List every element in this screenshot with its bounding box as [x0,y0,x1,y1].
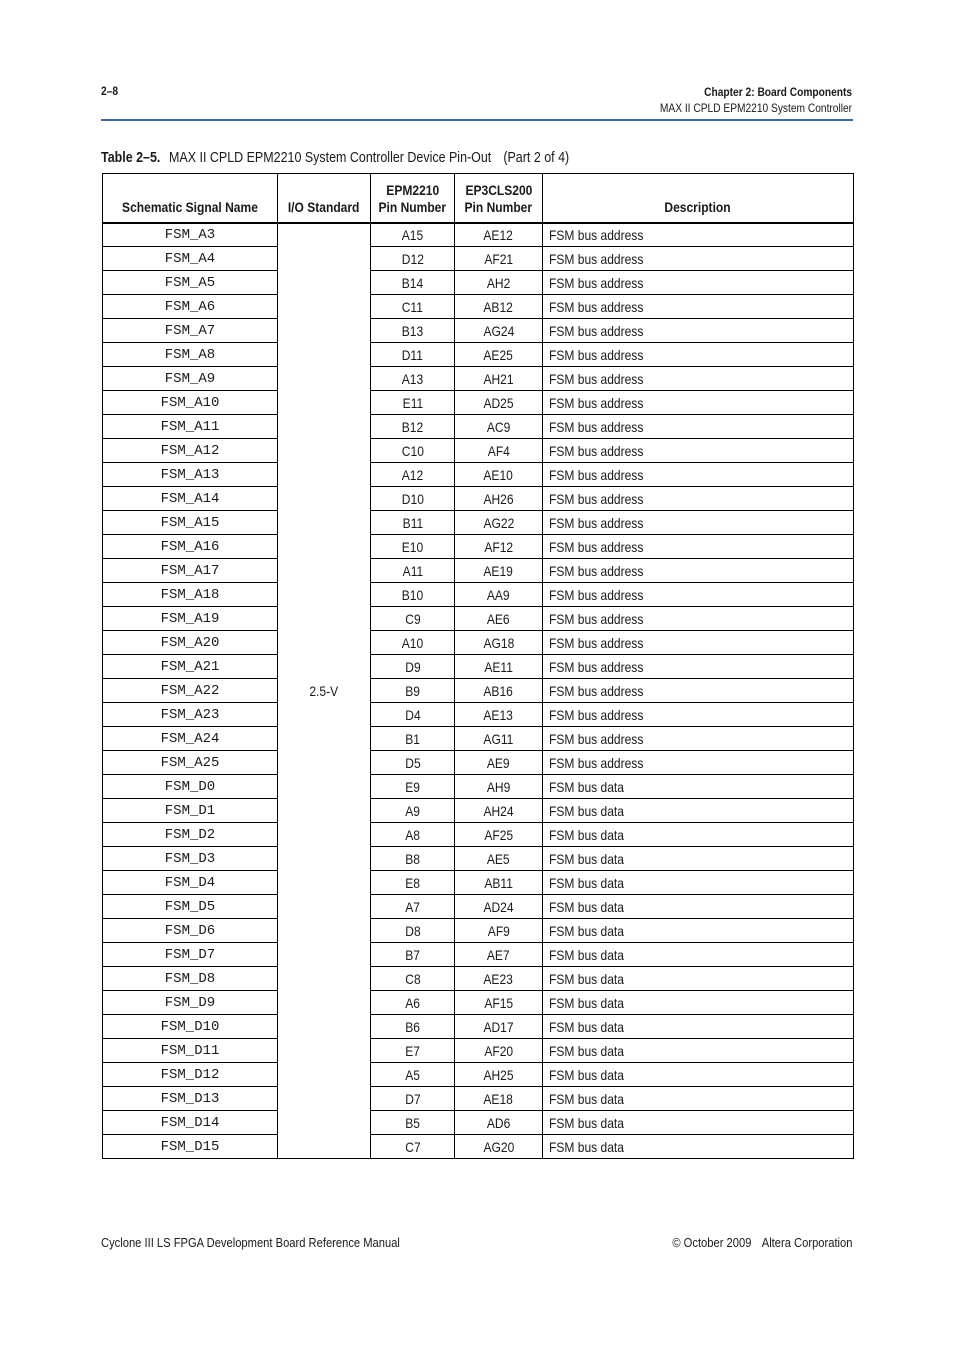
ep3cls200-pin-cell: AG22 [455,511,543,535]
epm2210-pin-cell: B7 [371,943,455,967]
description-cell: FSM bus address [543,655,854,679]
epm2210-pin-cell: A6 [371,991,455,1015]
footer-company: Altera Corporation [761,1235,852,1250]
table-row [103,1135,854,1159]
table-row [103,1111,854,1135]
description-cell: FSM bus data [543,823,854,847]
ep3cls200-pin-cell: AH26 [455,487,543,511]
signal-name-cell: FSM_A3 [103,223,278,247]
section-title: MAX II CPLD EPM2210 System Controller [659,101,852,115]
epm2210-pin-cell: A8 [371,823,455,847]
description-cell: FSM bus data [543,895,854,919]
ep3cls200-pin-cell: AD17 [455,1015,543,1039]
table-row [103,1063,854,1087]
epm2210-pin-cell: C7 [371,1135,455,1159]
description-cell: FSM bus data [543,775,854,799]
col-header-ep3cls200: EP3CLS200 Pin Number [455,174,543,223]
signal-name-cell: FSM_A20 [103,631,278,655]
pinout-table [102,173,854,1159]
ep3cls200-pin-cell: AG20 [455,1135,543,1159]
table-row [103,487,854,511]
epm2210-pin-cell: E8 [371,871,455,895]
signal-name-cell: FSM_A11 [103,415,278,439]
table-row [103,943,854,967]
epm2210-pin-cell: B10 [371,583,455,607]
signal-name-cell: FSM_A7 [103,319,278,343]
ep3cls200-pin-cell: AD25 [455,391,543,415]
page-number: 2–8 [101,84,119,98]
epm2210-pin-cell: D5 [371,751,455,775]
ep3cls200-pin-cell: AA9 [455,583,543,607]
table-row [103,607,854,631]
epm2210-pin-cell: A11 [371,559,455,583]
table-row [103,967,854,991]
ep3cls200-pin-cell: AC9 [455,415,543,439]
table-row [103,271,854,295]
signal-name-cell: FSM_A21 [103,655,278,679]
table-row [103,823,854,847]
ep3cls200-pin-cell: AF20 [455,1039,543,1063]
footer-copyright [672,1235,852,1250]
footer-date: © October 2009 [671,1235,751,1250]
signal-name-cell: FSM_D1 [103,799,278,823]
table-caption [101,150,569,166]
description-cell: FSM bus address [543,727,854,751]
ep3cls200-pin-cell: AD6 [455,1111,543,1135]
description-cell: FSM bus address [543,223,854,247]
signal-name-cell: FSM_A25 [103,751,278,775]
ep3cls200-pin-cell: AE5 [455,847,543,871]
signal-name-cell: FSM_A14 [103,487,278,511]
table-row [103,847,854,871]
description-cell: FSM bus address [543,751,854,775]
table-row [103,1087,854,1111]
table-row [103,319,854,343]
table-number: Table 2–5. [101,150,161,166]
table-row [103,631,854,655]
description-cell: FSM bus data [543,1135,854,1159]
epm2210-pin-cell: E7 [371,1039,455,1063]
table-row [103,463,854,487]
table-row [103,727,854,751]
ep3cls200-pin-cell: AF21 [455,247,543,271]
description-cell: FSM bus address [543,583,854,607]
table-row [103,703,854,727]
signal-name-cell: FSM_D14 [103,1111,278,1135]
ep3cls200-pin-cell: AF4 [455,439,543,463]
signal-name-cell: FSM_A6 [103,295,278,319]
epm2210-pin-cell: B9 [371,679,455,703]
epm2210-pin-cell: D4 [371,703,455,727]
table-title: MAX II CPLD EPM2210 System Controller Device Pin-Out [169,150,492,166]
signal-name-cell: FSM_D0 [103,775,278,799]
description-cell: FSM bus address [543,343,854,367]
table-row [103,535,854,559]
ep3cls200-pin-cell: AH21 [455,367,543,391]
signal-name-cell: FSM_A13 [103,463,278,487]
table-row [103,439,854,463]
ep3cls200-pin-cell: AF25 [455,823,543,847]
chapter-title: Chapter 2: Board Components [704,85,852,99]
table-row [103,247,854,271]
epm2210-pin-cell: A15 [371,223,455,247]
signal-name-cell: FSM_A12 [103,439,278,463]
ep3cls200-pin-cell: AH9 [455,775,543,799]
description-cell: FSM bus address [543,559,854,583]
description-cell: FSM bus data [543,799,854,823]
signal-name-cell: FSM_D7 [103,943,278,967]
epm2210-pin-cell: D9 [371,655,455,679]
signal-name-cell: FSM_A24 [103,727,278,751]
table-row [103,1015,854,1039]
ep3cls200-pin-cell: AE10 [455,463,543,487]
epm2210-pin-cell: B11 [371,511,455,535]
description-cell: FSM bus address [543,487,854,511]
description-cell: FSM bus data [543,919,854,943]
description-cell: FSM bus address [543,247,854,271]
ep3cls200-pin-cell: AE7 [455,943,543,967]
table-row [103,775,854,799]
description-cell: FSM bus address [543,391,854,415]
description-cell: FSM bus data [543,871,854,895]
signal-name-cell: FSM_D10 [103,1015,278,1039]
signal-name-cell: FSM_D9 [103,991,278,1015]
table-row [103,751,854,775]
description-cell: FSM bus address [543,703,854,727]
table-row [103,295,854,319]
epm2210-pin-cell: D7 [371,1087,455,1111]
description-cell: FSM bus address [543,463,854,487]
signal-name-cell: FSM_D12 [103,1063,278,1087]
io-standard-cell: 2.5-V [278,223,371,1159]
description-cell: FSM bus data [543,1063,854,1087]
table-row [103,511,854,535]
ep3cls200-pin-cell: AF15 [455,991,543,1015]
ep3cls200-pin-cell: AE6 [455,607,543,631]
table-body [103,223,854,1159]
signal-name-cell: FSM_A19 [103,607,278,631]
epm2210-pin-cell: A13 [371,367,455,391]
signal-name-cell: FSM_A5 [103,271,278,295]
epm2210-pin-cell: C9 [371,607,455,631]
epm2210-pin-cell: C11 [371,295,455,319]
epm2210-pin-cell: A9 [371,799,455,823]
table-row [103,991,854,1015]
description-cell: FSM bus address [543,535,854,559]
ep3cls200-pin-cell: AE9 [455,751,543,775]
signal-name-cell: FSM_D2 [103,823,278,847]
description-cell: FSM bus address [543,367,854,391]
epm2210-pin-cell: B5 [371,1111,455,1135]
description-cell: FSM bus data [543,967,854,991]
table-part: (Part 2 of 4) [503,150,570,166]
signal-name-cell: FSM_D5 [103,895,278,919]
table-row [103,919,854,943]
description-cell: FSM bus address [543,607,854,631]
col-header-signal: Schematic Signal Name [103,174,278,223]
table-row [103,559,854,583]
epm2210-pin-cell: B13 [371,319,455,343]
epm2210-pin-cell: A12 [371,463,455,487]
signal-name-cell: FSM_A22 [103,679,278,703]
signal-name-cell: FSM_A23 [103,703,278,727]
epm2210-pin-cell: E10 [371,535,455,559]
col-header-description: Description [543,174,854,223]
signal-name-cell: FSM_A16 [103,535,278,559]
ep3cls200-pin-cell: AG18 [455,631,543,655]
signal-name-cell: FSM_D8 [103,967,278,991]
table-row [103,1039,854,1063]
table-header-row [103,174,854,223]
table-row [103,583,854,607]
ep3cls200-pin-cell: AE23 [455,967,543,991]
table-row [103,391,854,415]
epm2210-pin-cell: B1 [371,727,455,751]
signal-name-cell: FSM_A8 [103,343,278,367]
footer-manual-title: Cyclone III LS FPGA Development Board Reference Manual [101,1235,400,1250]
table-row [103,895,854,919]
ep3cls200-pin-cell: AE11 [455,655,543,679]
epm2210-pin-cell: B14 [371,271,455,295]
ep3cls200-pin-cell: AF9 [455,919,543,943]
signal-name-cell: FSM_D4 [103,871,278,895]
signal-name-cell: FSM_A18 [103,583,278,607]
epm2210-pin-cell: E11 [371,391,455,415]
ep3cls200-pin-cell: AE18 [455,1087,543,1111]
ep3cls200-pin-cell: AB12 [455,295,543,319]
epm2210-pin-cell: C10 [371,439,455,463]
signal-name-cell: FSM_A10 [103,391,278,415]
ep3cls200-pin-cell: AG11 [455,727,543,751]
description-cell: FSM bus data [543,991,854,1015]
table-row [103,655,854,679]
description-cell: FSM bus address [543,415,854,439]
description-cell: FSM bus address [543,271,854,295]
description-cell: FSM bus data [543,1039,854,1063]
signal-name-cell: FSM_D13 [103,1087,278,1111]
ep3cls200-pin-cell: AF12 [455,535,543,559]
epm2210-pin-cell: C8 [371,967,455,991]
table-row [103,223,854,247]
description-cell: FSM bus data [543,1087,854,1111]
description-cell: FSM bus address [543,295,854,319]
epm2210-pin-cell: B12 [371,415,455,439]
description-cell: FSM bus address [543,511,854,535]
signal-name-cell: FSM_D11 [103,1039,278,1063]
epm2210-pin-cell: D8 [371,919,455,943]
description-cell: FSM bus data [543,1015,854,1039]
description-cell: FSM bus data [543,847,854,871]
description-cell: FSM bus address [543,679,854,703]
col-header-io-standard: I/O Standard [278,174,371,223]
ep3cls200-pin-cell: AD24 [455,895,543,919]
ep3cls200-pin-cell: AE13 [455,703,543,727]
description-cell: FSM bus address [543,319,854,343]
epm2210-pin-cell: A5 [371,1063,455,1087]
table-row [103,799,854,823]
ep3cls200-pin-cell: AE19 [455,559,543,583]
epm2210-pin-cell: A10 [371,631,455,655]
ep3cls200-pin-cell: AG24 [455,319,543,343]
ep3cls200-pin-cell: AE25 [455,343,543,367]
epm2210-pin-cell: B8 [371,847,455,871]
epm2210-pin-cell: A7 [371,895,455,919]
signal-name-cell: FSM_A4 [103,247,278,271]
col-header-epm2210: EPM2210 Pin Number [371,174,455,223]
signal-name-cell: FSM_A15 [103,511,278,535]
ep3cls200-pin-cell: AH24 [455,799,543,823]
epm2210-pin-cell: D12 [371,247,455,271]
epm2210-pin-cell: B6 [371,1015,455,1039]
header-rule [101,119,853,121]
epm2210-pin-cell: D10 [371,487,455,511]
table-row [103,415,854,439]
table-row [103,367,854,391]
ep3cls200-pin-cell: AH25 [455,1063,543,1087]
epm2210-pin-cell: D11 [371,343,455,367]
ep3cls200-pin-cell: AE12 [455,223,543,247]
signal-name-cell: FSM_A9 [103,367,278,391]
ep3cls200-pin-cell: AB16 [455,679,543,703]
signal-name-cell: FSM_D3 [103,847,278,871]
description-cell: FSM bus address [543,439,854,463]
running-header [660,84,852,116]
ep3cls200-pin-cell: AH2 [455,271,543,295]
signal-name-cell: FSM_A17 [103,559,278,583]
table-row [103,679,854,703]
signal-name-cell: FSM_D15 [103,1135,278,1159]
description-cell: FSM bus data [543,943,854,967]
epm2210-pin-cell: E9 [371,775,455,799]
description-cell: FSM bus address [543,631,854,655]
signal-name-cell: FSM_D6 [103,919,278,943]
description-cell: FSM bus data [543,1111,854,1135]
table-row [103,343,854,367]
ep3cls200-pin-cell: AB11 [455,871,543,895]
table-row [103,871,854,895]
